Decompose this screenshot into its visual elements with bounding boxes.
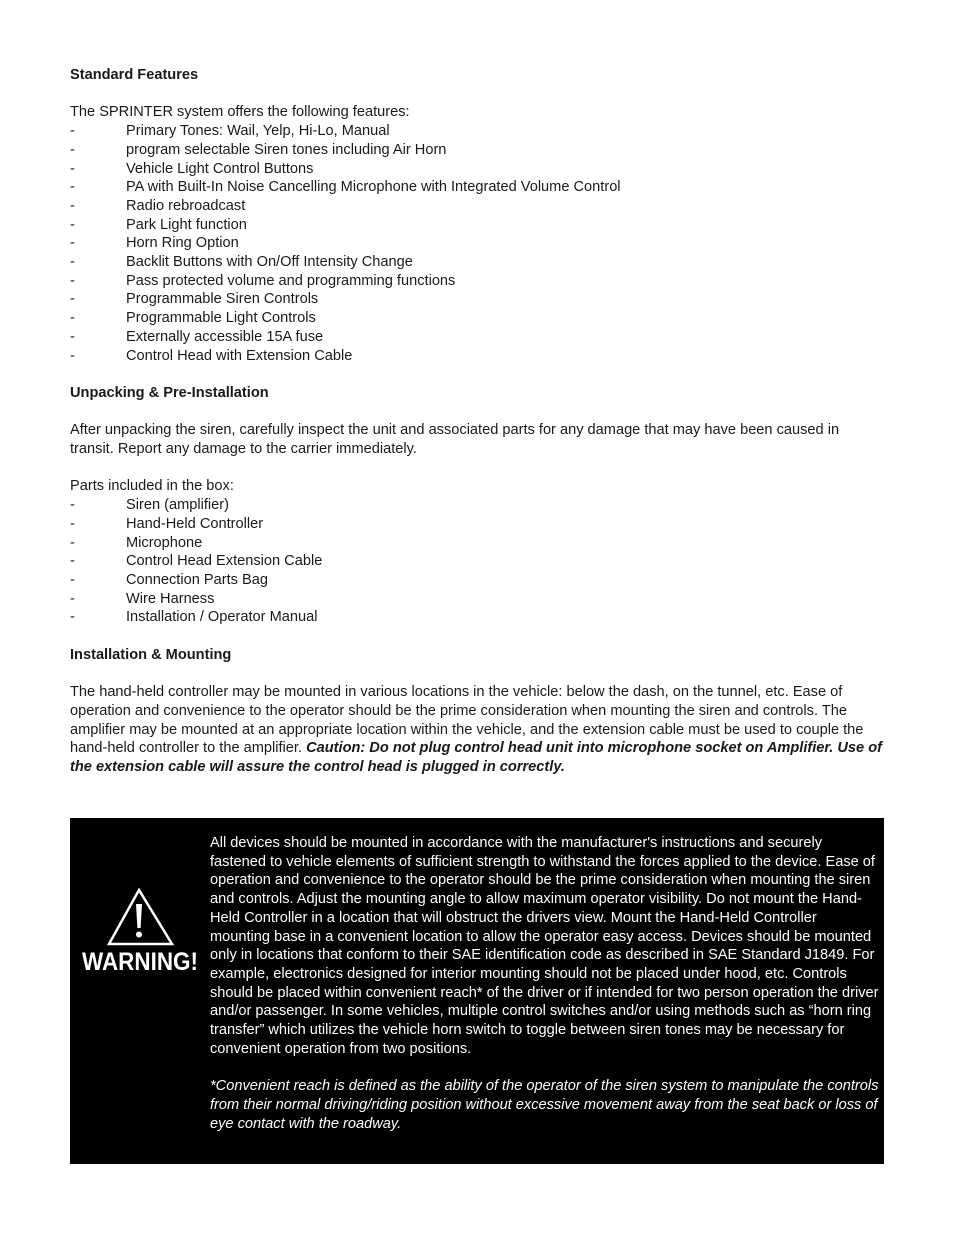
list-item: - Connection Parts Bag: [70, 571, 268, 588]
list-item: - program selectable Siren tones including Air Horn: [70, 141, 447, 158]
list-item: - Park Light function: [70, 216, 247, 233]
list-item: - Installation / Operator Manual: [70, 609, 318, 626]
warning-body: All devices should be mounted in accordance with the manufacturer's instructions and securely fastened to vehicle elements of sufficient strength to withstand the forces applied to the device. Ease of operation and convenience to the operator should be the prime consideration when mounting the siren and controls. Adjust the mounting angle to allow maximum operator visibility. Do not mount the Hand-Held Controller in a location that will obstruct the drivers view. Mount the Hand-Held Controller mounting base in a convenient location to allow the operator easy access. Devices should be mounted only in locations that conform to their SAE identification code as described in SAE Standard J1849. For example, electronics designed for interior mounting should not be placed under hood, etc. Controls should be placed within convenient reach* of the driver or if intended for two person operation the driver and/or passenger. In some vehicles, multiple control switches and/or using methods such as “horn ring transfer” which utilizes the vehicle horn switch to toggle between siren tones may be necessary for convenient operation from two positions.: [210, 835, 879, 1057]
warning-label: WARNING!: [82, 948, 198, 976]
warning-box: [70, 818, 884, 1164]
list-item: - Control Head Extension Cable: [70, 553, 323, 570]
features-list: [70, 122, 884, 365]
parts-intro: Parts included in the box:: [70, 478, 234, 495]
list-item: - Radio rebroadcast: [70, 197, 246, 214]
mounting-body: [70, 683, 884, 777]
list-item: - Hand-Held Controller: [70, 515, 264, 532]
mounting-text: The hand-held controller may be mounted in various locations in the vehicle: below the dash, on the tunnel, etc. Ease of operation and convenience to the operator should be the prime consideration when mounting the siren and controls. The amplifier may be mounted at an appropriate location within the vehicle, and the extension cable must be used to couple the hand-held controller to the amplifier.: [70, 684, 864, 757]
mounting-heading: Installation & Mounting: [70, 646, 232, 663]
list-item: - Backlit Buttons with On/Off Intensity Change: [70, 254, 413, 271]
list-item: - Siren (amplifier): [70, 497, 229, 514]
list-item: - Vehicle Light Control Buttons: [70, 160, 314, 177]
document-page: [70, 66, 884, 777]
list-item: - Programmable Light Controls: [70, 310, 316, 327]
list-item: - Programmable Siren Controls: [70, 291, 319, 308]
features-intro: The SPRINTER system offers the following features:: [70, 104, 410, 121]
warning-triangle-icon: [78, 886, 202, 978]
parts-list: [70, 496, 884, 627]
list-item: - Pass protected volume and programming functions: [70, 272, 456, 289]
unpacking-heading: Unpacking & Pre-Installation: [70, 384, 269, 401]
unpacking-body: After unpacking the siren, carefully inspect the unit and associated parts for any damage that may have been caused in transit. Report any damage to the carrier immediately.: [70, 422, 840, 458]
caution-text: Caution: Do not plug control head unit into microphone socket on Amplifier. Use of the extension cable will assure the control head is plugged in correctly.: [70, 740, 882, 775]
list-item: - Microphone: [70, 534, 203, 551]
list-item: - Primary Tones: Wail, Yelp, Hi-Lo, Manual: [70, 123, 390, 140]
convenient-reach-note: *Convenient reach is defined as the ability of the operator of the siren system to manipulate the controls from their normal driving/riding position without excessive movement away from the seat back or loss of eye contact with the roadway.: [210, 1078, 879, 1132]
list-item: - PA with Built-In Noise Cancelling Microphone with Integrated Volume Control: [70, 179, 621, 196]
list-item: - Horn Ring Option: [70, 235, 239, 252]
list-item: - Control Head with Extension Cable: [70, 347, 353, 364]
warning-text: [210, 834, 880, 1133]
standard-features-heading: Standard Features: [70, 67, 199, 83]
list-item: - Wire Harness: [70, 590, 215, 607]
list-item: - Externally accessible 15A fuse: [70, 328, 324, 345]
